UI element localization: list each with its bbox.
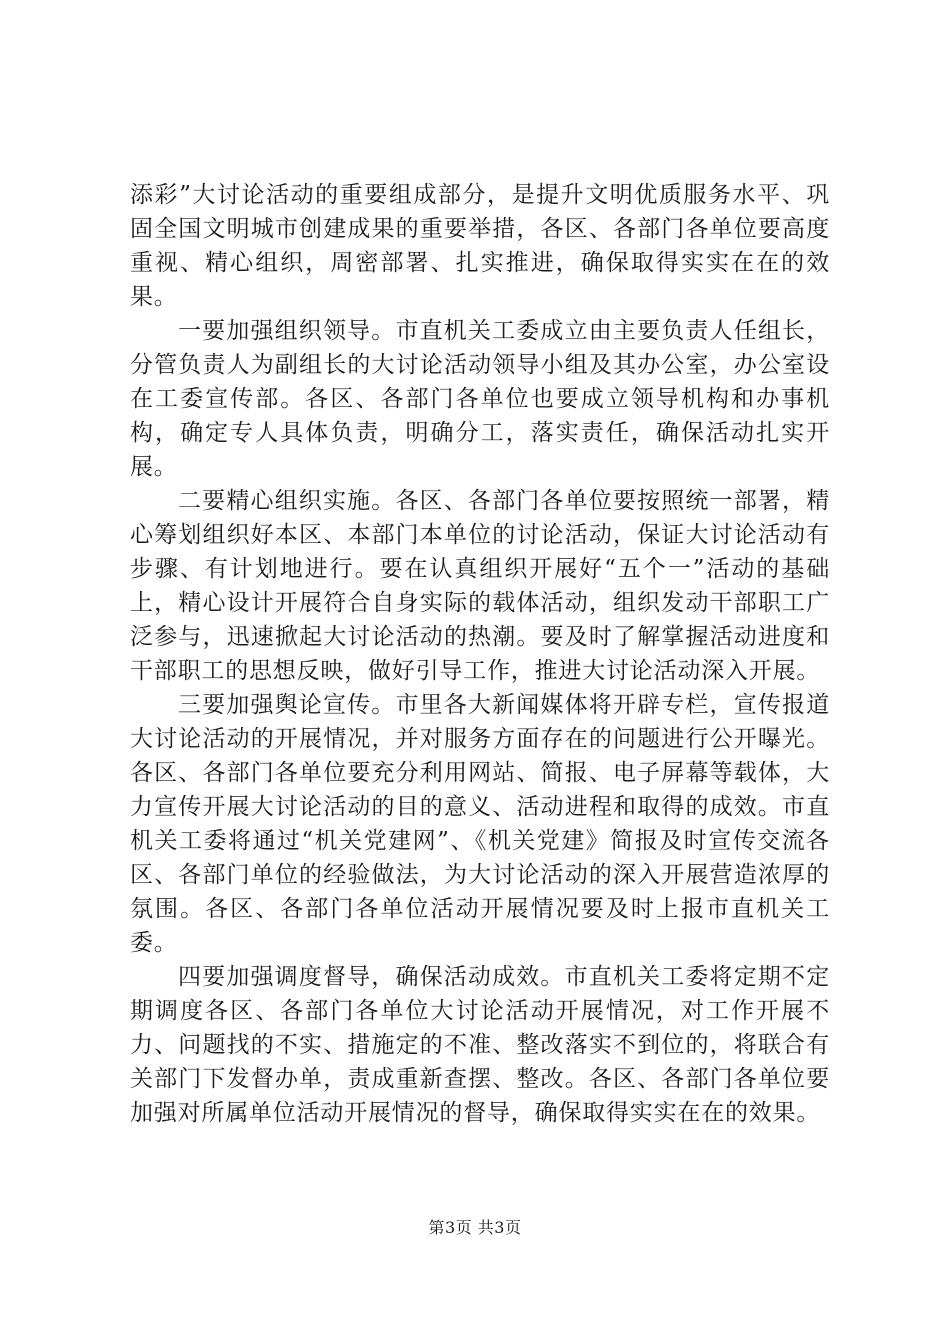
paragraph-continuation: 添彩”大讨论活动的重要组成部分，是提升文明优质服务水平、巩固全国文明城市创建成果的重要举措，各区、各部门各单位要高度重视、精心组织，周密部署、扎实推进，确保取得实实在在的效果。	[130, 182, 830, 310]
paragraph-organization-leadership: 一要加强组织领导。市直机关工委成立由主要负责人任组长，分管负责人为副组长的大讨论活动领导小组及其办公室，办公室设在工委宣传部。各区、各部门各单位也要成立领导机构和办事机构，确定专人具体负责，明确分工，落实责任，确保活动扎实开展。	[130, 318, 830, 480]
page-number-footer: 第3页 共3页	[428, 1218, 522, 1237]
document-body	[130, 178, 830, 1130]
paragraph-publicity: 三要加强舆论宣传。市里各大新闻媒体将开辟专栏，宣传报道大讨论活动的开展情况，并对服务方面存在的问题进行公开曝光。各区、各部门各单位要充分利用网站、简报、电子屏幕等载体，大力宣传开展大讨论活动的目的意义、活动进程和取得的成效。市直机关工委将通过“机关党建网”、《机关党建》简报及时宣传交流各区、各部门单位的经验做法，为大讨论活动的深入开展营造浓厚的氛围。各区、各部门各单位活动开展情况要及时上报市直机关工委。	[130, 692, 830, 956]
paragraph-supervision: 四要加强调度督导，确保活动成效。市直机关工委将定期不定期调度各区、各部门各单位大讨论活动开展情况，对工作开展不力、问题找的不实、措施定的不准、整改落实不到位的，将联合有关部门下发督办单，责成重新查摆、整改。各区、各部门各单位要加强对所属单位活动开展情况的督导，确保取得实实在在的效果。	[130, 964, 830, 1126]
paragraph-implementation: 二要精心组织实施。各区、各部门各单位要按照统一部署，精心筹划组织好本区、本部门本单位的讨论活动，保证大讨论活动有步骤、有计划地进行。要在认真组织开展好“五个一”活动的基础上，精心设计开展符合自身实际的载体活动，组织发动干部职工广泛参与，迅速掀起大讨论活动的热潮。要及时了解掌握活动进度和干部职工的思想反映，做好引导工作，推进大讨论活动深入开展。	[130, 488, 830, 684]
